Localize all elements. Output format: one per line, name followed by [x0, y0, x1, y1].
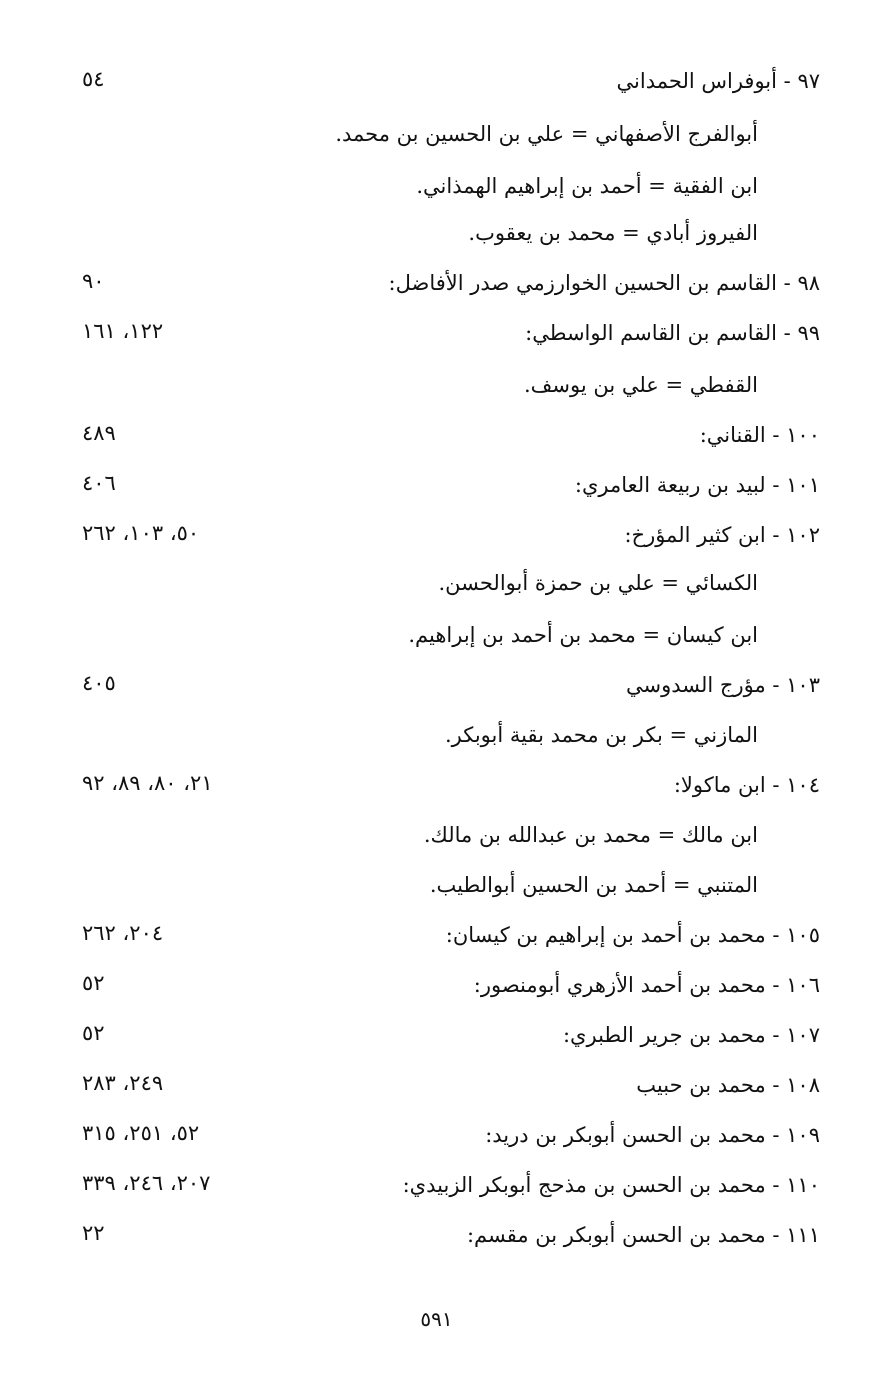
index-subentry	[70, 818, 820, 862]
entry-pages: ٢٠٤، ٢٦٢	[82, 921, 164, 945]
entry-name: ١٠٤ - ابن ماكولا:	[673, 773, 820, 797]
entry-pages: ٥٢	[82, 971, 105, 995]
index-entry	[70, 768, 820, 812]
index-subentry	[70, 368, 820, 412]
entry-pages: ٤٠٦	[82, 471, 116, 495]
index-entry	[70, 1018, 820, 1062]
index-subentry	[70, 566, 820, 610]
entry-name: الفيروز أبادي = محمد بن يعقوب.	[468, 221, 758, 245]
entry-name: ابن مالك = محمد بن عبدالله بن مالك.	[423, 823, 758, 847]
index-subentry	[70, 718, 820, 762]
entry-pages: ٥٠، ١٠٣، ٢٦٢	[82, 521, 200, 545]
index-entry	[70, 64, 820, 108]
page-number: ٥٩١	[420, 1307, 453, 1331]
entry-name: ١٠٢ - ابن كثير المؤرخ:	[624, 523, 820, 547]
entry-name: ١٠٥ - محمد بن أحمد بن إبراهيم بن كيسان:	[445, 923, 820, 947]
index-subentry	[70, 117, 820, 161]
entry-pages: ٤٠٥	[82, 671, 116, 695]
entry-pages: ٥٢، ٢٥١، ٣١٥	[82, 1121, 200, 1145]
index-entry	[70, 316, 820, 360]
entry-name: ابن كيسان = محمد بن أحمد بن إبراهيم.	[408, 623, 758, 647]
entry-name: ١٠٧ - محمد بن جرير الطبري:	[562, 1023, 820, 1047]
index-subentry	[70, 868, 820, 912]
entry-pages: ٢٠٧، ٢٤٦، ٣٣٩	[82, 1171, 211, 1195]
index-subentry	[70, 618, 820, 662]
entry-name: ١١٠ - محمد بن الحسن بن مذحج أبوبكر الزبيدي:	[402, 1173, 820, 1197]
entry-pages: ٥٢	[82, 1021, 105, 1045]
entry-pages: ٢١، ٨٠، ٨٩، ٩٢	[82, 771, 213, 795]
index-entry	[70, 668, 820, 712]
index-entry	[70, 468, 820, 512]
entry-pages: ٢٤٩، ٢٨٣	[82, 1071, 164, 1095]
entry-pages: ١٢٢، ١٦١	[82, 319, 164, 343]
index-entry	[70, 1118, 820, 1162]
index-entry	[70, 968, 820, 1012]
index-subentry	[70, 216, 820, 260]
index-entry	[70, 1168, 820, 1212]
entry-name: ١١١ - محمد بن الحسن أبوبكر بن مقسم:	[466, 1223, 820, 1247]
entry-name: ١٠١ - لبيد بن ربيعة العامري:	[574, 473, 820, 497]
entry-name: ابن الفقية = أحمد بن إبراهيم الهمذاني.	[416, 174, 758, 198]
entry-pages: ٩٠	[82, 269, 105, 293]
index-entry	[70, 418, 820, 462]
index-entry	[70, 1218, 820, 1262]
entry-name: ١٠٠ - القناني:	[699, 423, 820, 447]
entry-pages: ٤٨٩	[82, 421, 116, 445]
entry-pages: ٢٢	[82, 1221, 105, 1245]
index-entry	[70, 266, 820, 310]
entry-name: القفطي = علي بن يوسف.	[523, 373, 758, 397]
entry-name: ١٠٨ - محمد بن حبيب	[636, 1073, 820, 1097]
entry-name: ٩٧ - أبوفراس الحمداني	[616, 69, 820, 93]
index-entry	[70, 1068, 820, 1112]
entry-name: ٩٨ - القاسم بن الحسين الخوارزمي صدر الأفاضل:	[388, 271, 820, 295]
entry-name: المتنبي = أحمد بن الحسين أبوالطيب.	[429, 873, 758, 897]
entry-name: الكسائي = علي بن حمزة أبوالحسن.	[438, 571, 758, 595]
entry-name: أبوالفرج الأصفهاني = علي بن الحسين بن محمد.	[335, 122, 758, 146]
entry-name: ١٠٦ - محمد بن أحمد الأزهري أبومنصور:	[473, 973, 820, 997]
index-entry	[70, 518, 820, 562]
entry-name: ١٠٩ - محمد بن الحسن أبوبكر بن دريد:	[485, 1123, 820, 1147]
entry-pages: ٥٤	[82, 67, 105, 91]
entry-name: ١٠٣ - مؤرج السدوسي	[626, 673, 820, 697]
index-subentry	[70, 169, 820, 213]
index-entry	[70, 918, 820, 962]
entry-name: المازني = بكر بن محمد بقية أبوبكر.	[444, 723, 758, 747]
entry-name: ٩٩ - القاسم بن القاسم الواسطي:	[525, 321, 820, 345]
